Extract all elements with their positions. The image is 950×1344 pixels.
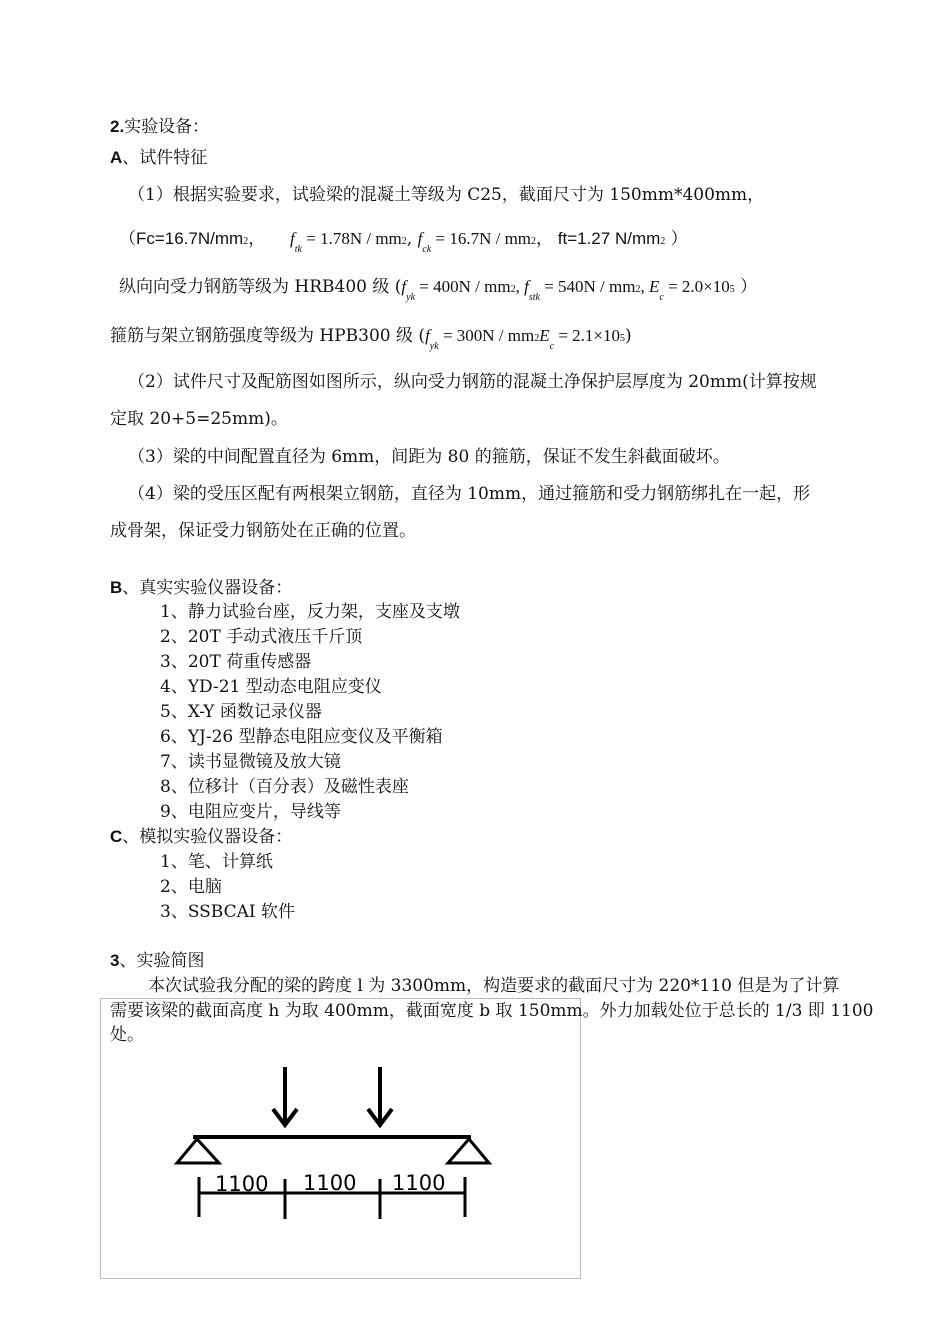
ec-value: = 2.1×10 [554,326,621,345]
section-title: 、实验简图 [119,951,205,971]
subsection-letter: A [110,148,123,167]
paragraph-4-line-2: 成骨架，保证受力钢筋处在正确的位置。 [110,521,416,541]
subsection-letter: C [110,827,123,846]
section-3-paragraph-line-3: 处。 [110,1025,144,1045]
ftk-value: = 1.78N / mm [302,229,402,248]
list-item: 1、静力试验台座，反力架，支座及支墩 [160,602,460,622]
ft-text: ， ft=1.27 N/mm [536,229,661,248]
stirrup-text: 箍筋与架立钢筋强度等级为 HPB300 级 ( [110,326,426,346]
fyk-value: = 300N / mm [438,326,535,345]
subsection-letter: B [110,578,123,597]
ec-symbol: E [539,326,550,345]
fstk-value: = 540N / mm [539,277,636,296]
longitudinal-bar-line [119,276,757,301]
exponent: 5 [729,284,735,295]
fstk-symbol: , f [515,277,529,296]
exponent: 2 [401,236,407,247]
exponent: 5 [620,333,626,344]
fyk-symbol: f [401,277,407,296]
exponent: 2 [243,236,249,247]
exponent: 2 [531,236,537,247]
list-item: 9、电阻应变片，导线等 [160,802,341,822]
exponent: 2 [534,333,540,344]
subsection-title: 、模拟实验仪器设备： [122,827,293,847]
list-item: 6、YJ-26 型静态电阻应变仪及平衡箱 [160,727,443,747]
paragraph-4-line-1: （4）梁的受压区配有两根架立钢筋，直径为 10mm，通过箍筋和受力钢筋绑扎在一起，形 [128,484,811,504]
concrete-strength-line [119,228,688,253]
fyk-subscript: yk [406,292,416,303]
separator: ， [248,229,266,249]
figure-frame [100,998,581,1279]
ec-subscript: c [659,292,664,303]
close-paren: ） [734,277,758,297]
ec-symbol: , E [640,277,660,296]
list-item: 8、位移计（百分表）及磁性表座 [160,777,409,797]
ftk-subscript: tk [294,244,302,255]
paragraph-2-line-2: 定取 20+5=25mm)。 [110,409,288,429]
list-item: 4、YD-21 型动态电阻应变仪 [160,677,382,697]
ec-subscript: c [549,341,555,352]
fstk-subscript: stk [528,292,540,303]
fc-text: （Fc=16.7N/mm [119,229,244,248]
list-item: 1、笔、计算纸 [160,852,273,872]
paragraph-2-line-1: （2）试件尺寸及配筋图如图所示，纵向受力钢筋的混凝土净保护层厚度为 20mm(计算按规 [128,372,817,392]
section-2-heading [110,116,209,138]
paragraph-3: （3）梁的中间配置直径为 6mm，间距为 80 的箍筋，保证不发生斜截面破坏。 [128,447,730,467]
list-item: 5、X-Y 函数记录仪器 [160,702,322,722]
paragraph-1: （1）根据实验要求，试验梁的混凝土等级为 C25，截面尺寸为 150mm*400mm， [128,185,765,205]
right-support [448,1139,489,1163]
dimension-label: 1100 [215,1172,269,1196]
fck-subscript: ck [422,244,432,255]
left-support [177,1139,219,1163]
exponent: 2 [660,236,666,247]
longitudinal-bar-text: 纵向向受力钢筋等级为 HRB400 级 ( [119,277,402,297]
exponent: 2 [510,284,516,295]
beam-loading-diagram [101,999,580,1278]
stirrup-line [110,325,632,350]
subsection-b-heading [110,577,292,599]
subsection-title: 、真实实验仪器设备： [122,578,293,598]
section-3-paragraph-line-2: 需要该梁的截面高度 h 为取 400mm，截面宽度 b 取 150mm。外力加载处位于总长的 1/3 即 1100 [110,1001,874,1021]
fck-value: = 16.7N / mm [431,229,532,248]
section-number: 3 [110,951,120,970]
list-item: 3、SSBCAI 软件 [160,902,296,922]
subsection-a-heading [110,147,207,169]
fyk-symbol: f [425,326,430,345]
list-item: 2、电脑 [160,877,222,897]
ec-value: = 2.0×10 [663,277,730,296]
exponent: 2 [635,284,641,295]
separator: , [406,229,418,249]
close-paren: ） [665,229,688,249]
subsection-title: 、试件特征 [122,148,208,168]
section-title: 实验设备： [124,117,210,137]
list-item: 7、读书显微镜及放大镜 [160,752,341,772]
fyk-subscript: yk [429,341,439,352]
fyk-value: = 400N / mm [415,277,511,296]
fck-symbol: f [417,229,423,248]
ftk-symbol: f [290,229,295,248]
section-3-heading [110,950,204,972]
subsection-c-heading [110,826,292,848]
section-number: 2. [110,117,125,136]
list-item: 3、20T 荷重传感器 [160,652,312,672]
dimension-label: 1100 [392,1171,446,1195]
section-3-paragraph-line-1: 本次试验我分配的梁的跨度 l 为 3300mm，构造要求的截面尺寸为 220*110 但是为了计算 [148,976,840,996]
list-item: 2、20T 手动式液压千斤顶 [160,627,363,647]
dimension-label: 1100 [303,1171,357,1195]
close-paren: ) [625,326,632,346]
